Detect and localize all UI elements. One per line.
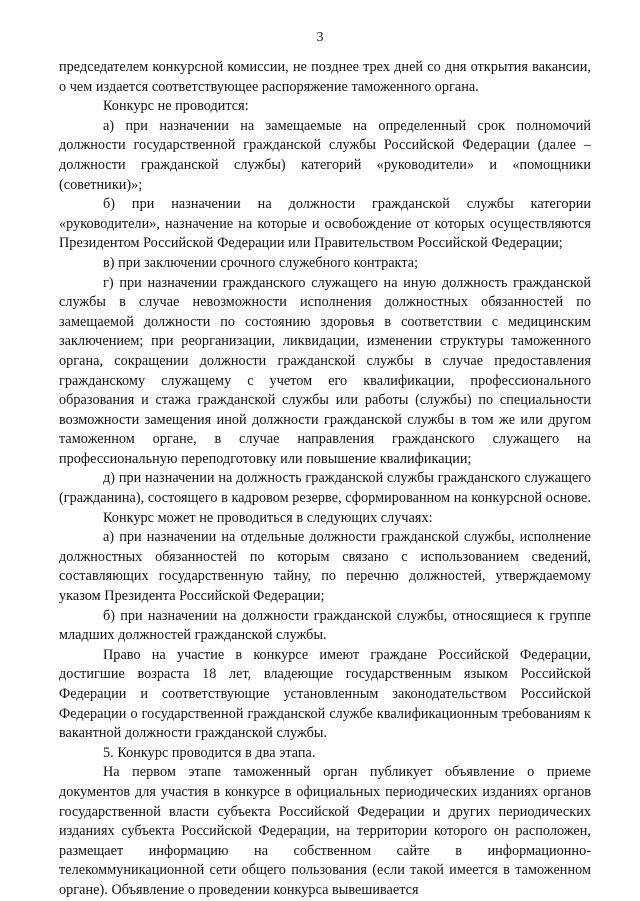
page-number: 3	[316, 30, 324, 45]
document-body	[59, 58, 591, 901]
paragraph: а) при назначении на отдельные должности гражданской службы, исполнение должностных обязанностей по которым связано с использованием сведений, составляющих государственную тайну, по перечню должностей, утверждаемому указом Президента Российской Федерации;	[59, 529, 591, 605]
paragraph: б) при назначении на должности гражданской службы категории «руководители», назначение на которые и освобождение от которых осуществляются Президентом Российской Федерации или Правительством Российской Федерации;	[59, 196, 591, 252]
paragraph: б) при назначении на должности гражданской службы, относящиеся к группе младших должностей гражданской службы.	[59, 607, 591, 644]
paragraph: Право на участие в конкурсе имеют граждане Российской Федерации, достигшие возраста 18 лет, владеющие государственным языком Российской Федерации и соответствующие установленным законодательством Российской Федерации о государственной гражданской службе квалификационным требованиям к вакантной должности гражданской службы.	[59, 646, 591, 742]
paragraph: Конкурс не проводится:	[103, 98, 249, 115]
paragraph: в) при заключении срочного служебного контракта;	[103, 254, 419, 271]
paragraph: 5. Конкурс проводится в два этапа.	[103, 744, 316, 761]
paragraph: а) при назначении на замещаемые на определенный срок полномочий должности государственной гражданской службы Российской Федерации (далее – должности гражданской службы) категорий «руководители» и «помощники (советники)»;	[59, 117, 591, 193]
paragraph: г) при назначении гражданского служащего на иную должность гражданской службы в случае невозможности исполнения должностных обязанностей по замещаемой должности по состоянию здоровья в соответствии с медицинским заключением; при реорганизации, ликвидации, изменении структуры таможенного органа, сокращении должности гражданской службы в случае предоставления гражданскому служащему с учетом его квалификации, профессионального образования и стажа гражданской службы или работы (службы) по специальности возможности замещения иной должности гражданской службы в том же или другом таможенном органе, в случае направления гражданского служащего на профессиональную переподготовку или повышение квалификации;	[59, 274, 591, 467]
paragraph: председателем конкурсной комиссии, не позднее трех дней со дня открытия вакансии, о чем издается соответствующее распоряжение таможенного органа.	[59, 59, 591, 95]
paragraph: На первом этапе таможенный орган публикует объявление о приеме документов для участия в конкурсе в официальных периодических изданиях органов государственной власти субъекта Российской Федерации и других периодических изданиях субъекта Российской Федерации, на территории которого он расположен, размещает информацию на собственном сайте в информационно-телекоммуникационной сети общего пользования (если такой имеется в таможенном органе). Объявление о проведении конкурса вывешивается	[59, 764, 591, 898]
paragraph: д) при назначении на должность гражданской службы гражданского служащего (гражданина), состоящего в кадровом резерве, сформированном на конкурсной основе.	[59, 470, 591, 507]
paragraph: Конкурс может не проводиться в следующих случаях:	[103, 509, 433, 526]
